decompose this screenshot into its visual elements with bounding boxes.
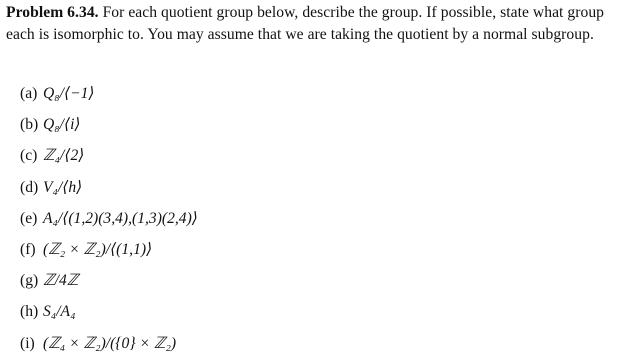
part-expression: ℤ₄/⟨2⟩: [43, 147, 85, 165]
problem-title: Problem 6.34.: [6, 4, 99, 21]
part-expression: (ℤ₄ × ℤ₂)/({0} × ℤ₂): [43, 334, 177, 352]
part-e: [20, 203, 620, 234]
problem-text: For each quotient group below, describe the group. If possible, state what group each is isomorphic to. You may assume that we are taking the quotient by a normal subgroup.: [6, 4, 605, 43]
part-i: [20, 328, 620, 359]
part-label: (c): [20, 147, 38, 165]
part-expression: (ℤ₂ × ℤ₂)/⟨(1,1)⟩: [43, 240, 153, 258]
part-d: [20, 172, 620, 203]
part-a: [20, 78, 620, 109]
part-expression: Q₈/⟨i⟩: [43, 116, 81, 134]
part-label: (i): [20, 334, 35, 352]
part-expression: S₄/A₄: [43, 303, 76, 321]
part-expression: ℤ/4ℤ: [43, 272, 79, 290]
part-f: [20, 234, 620, 265]
part-label: (g): [20, 272, 39, 290]
part-c: [20, 140, 620, 171]
part-label: (h): [20, 303, 39, 321]
part-g: [20, 265, 620, 296]
part-label: (e): [20, 209, 38, 227]
part-b: [20, 109, 620, 140]
part-expression: Q₈/⟨−1⟩: [43, 85, 95, 102]
part-expression: V₄/⟨h⟩: [43, 178, 83, 196]
part-h: [20, 296, 620, 327]
parts-list: [20, 78, 620, 359]
part-expression: A₄/⟨(1,2)(3,4),(1,3)(2,4)⟩: [43, 209, 198, 227]
part-label: (d): [20, 178, 39, 196]
problem-statement: [6, 2, 634, 45]
part-label: (b): [20, 116, 39, 134]
part-label: (a): [20, 85, 38, 102]
part-label: (f): [20, 240, 36, 258]
